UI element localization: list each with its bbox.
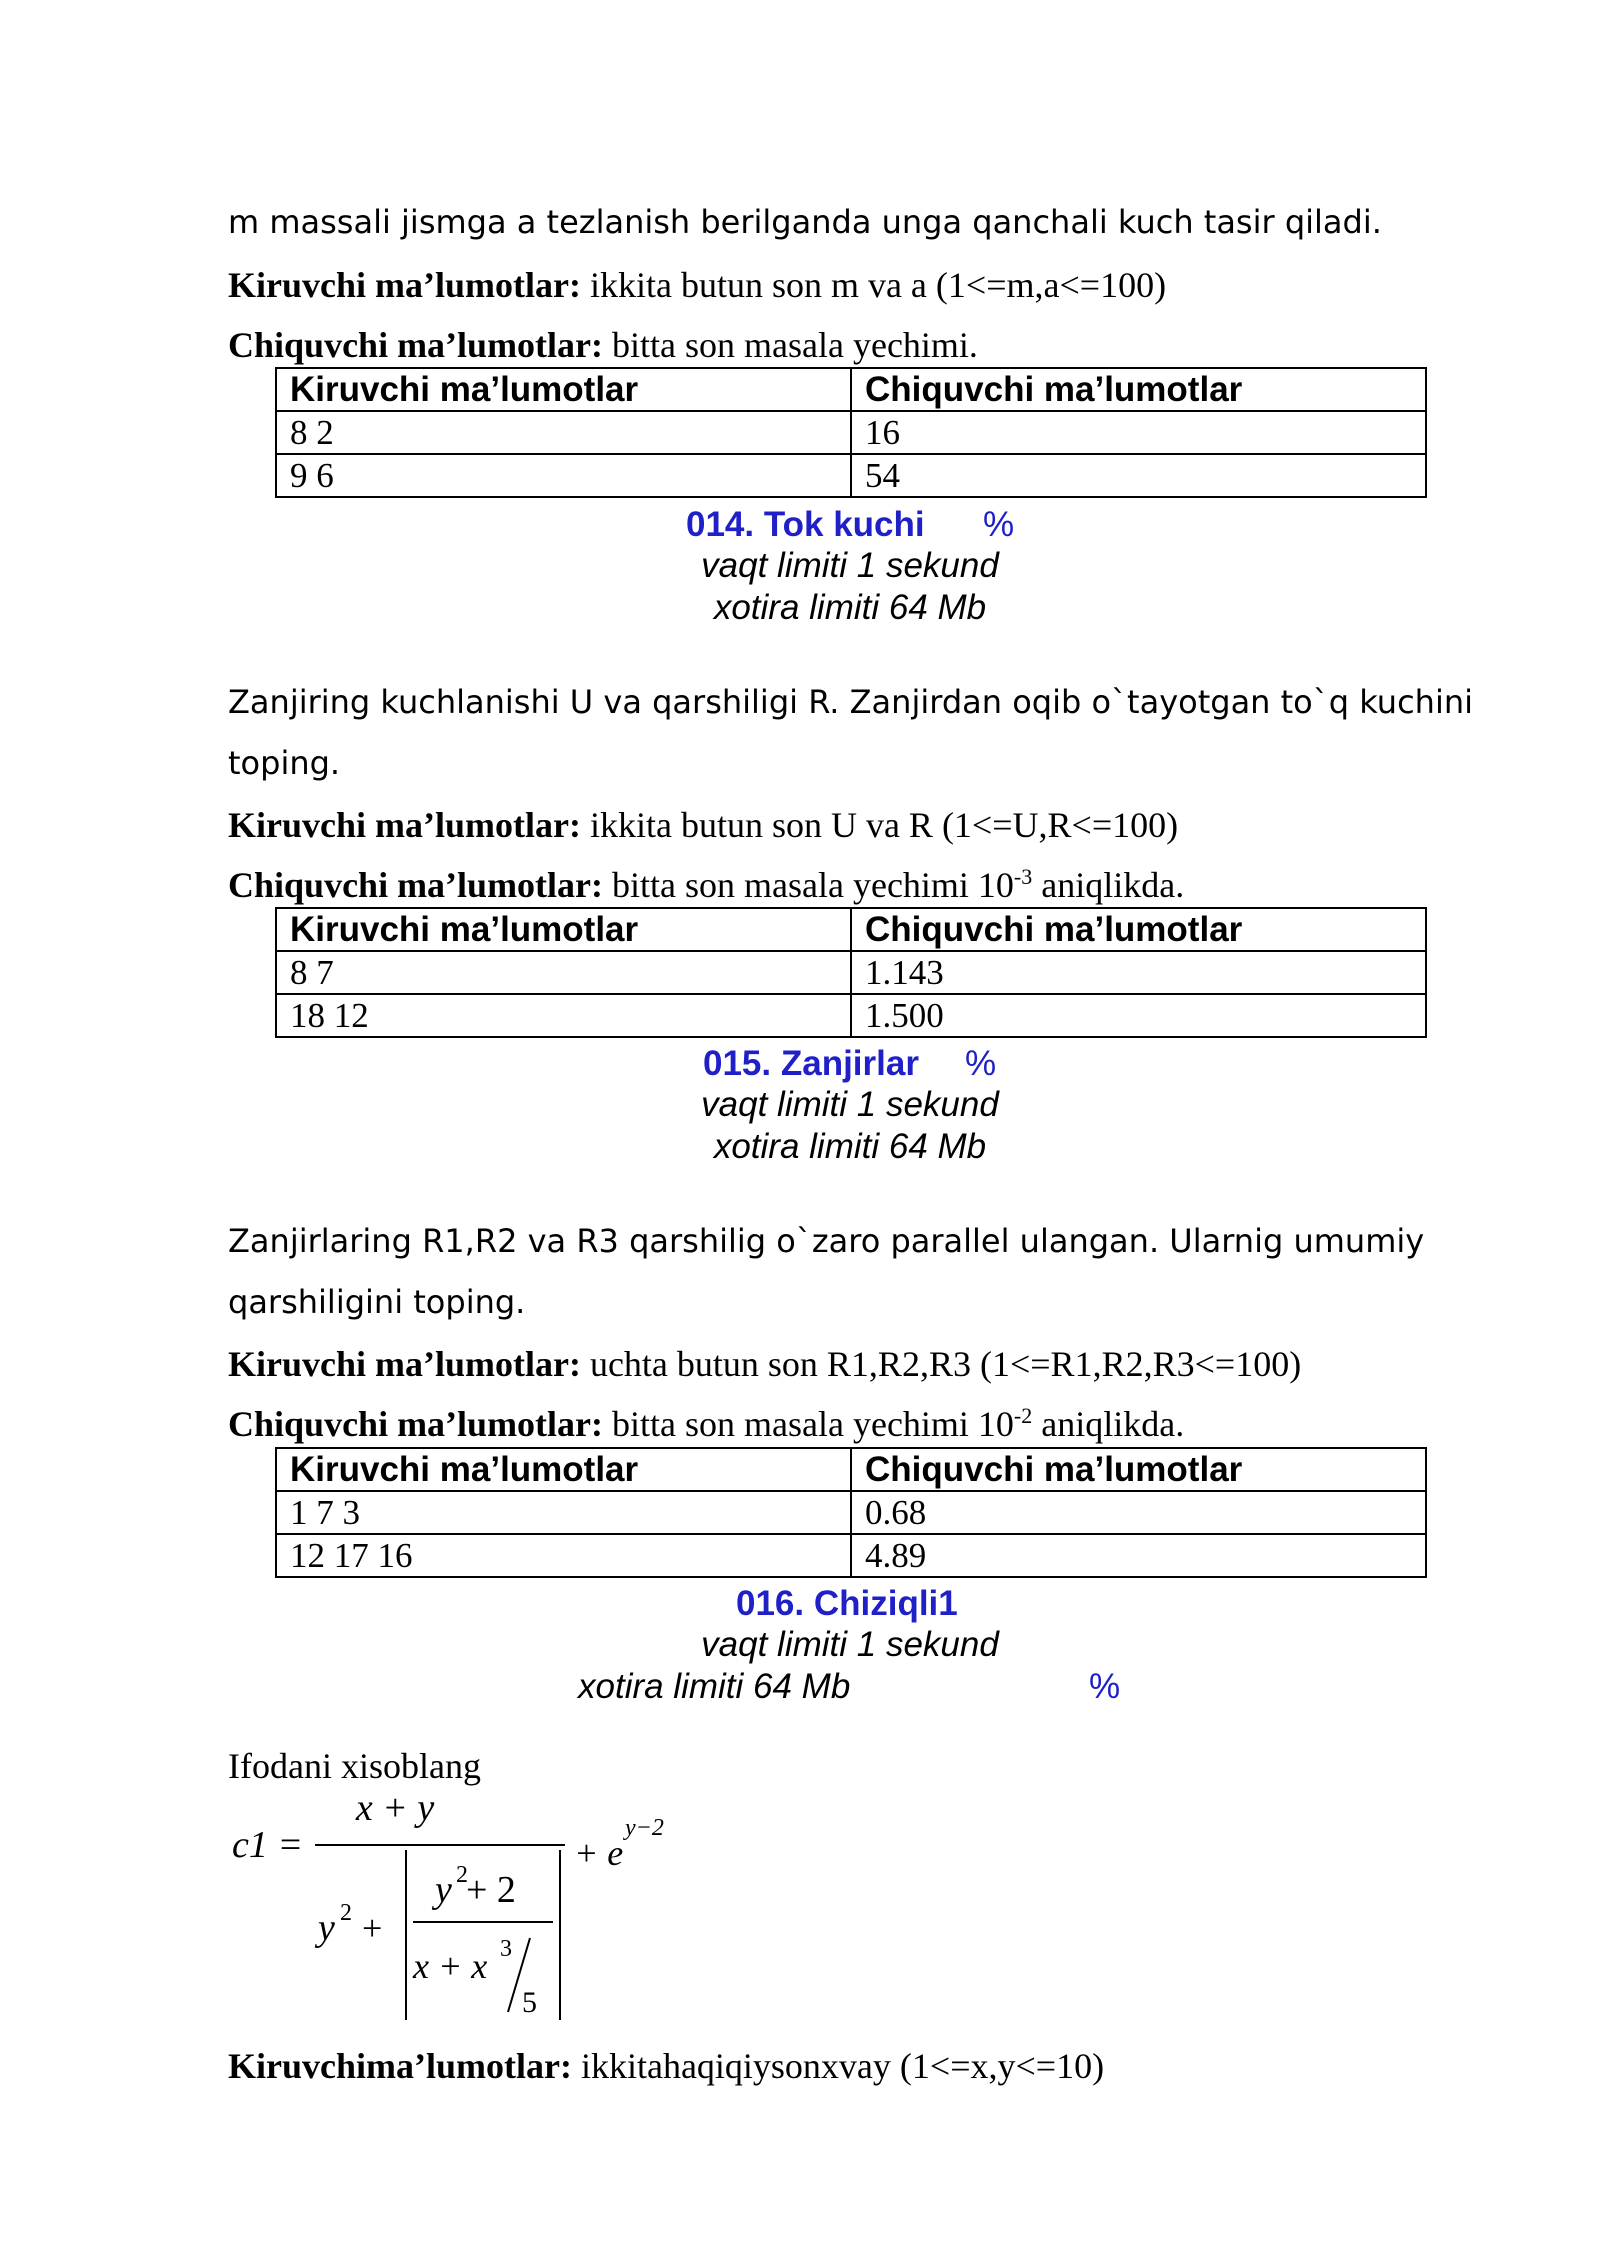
output-label: Chiquvchi ma’lumotlar:: [228, 325, 604, 365]
output-text: bitta son masala yechimi.: [603, 325, 978, 365]
input-spec: [228, 264, 1166, 306]
table-row: [276, 951, 1426, 994]
output-spec: [228, 324, 978, 366]
table-header-row: [276, 1448, 1426, 1491]
table-cell: 8 2: [276, 411, 851, 454]
table-cell: 1.143: [851, 951, 1426, 994]
output-text: bitta son masala yechimi 10: [603, 865, 1014, 905]
formula-lhs: c1 =: [232, 1824, 304, 1866]
input-text: ikkitahaqiqiysonxvay (1<=x,y<=10): [571, 2046, 1105, 2086]
input-text: ikkita butun son U va R (1<=U,R<=100): [580, 805, 1179, 845]
problem-title: 014. Tok kuchi: [686, 505, 925, 544]
formula-den-y: y: [318, 1907, 335, 1949]
formula-den-plus: +: [362, 1908, 383, 1948]
formula-den-y-exp: 2: [340, 1900, 352, 1926]
output-text-tail: aniqlikda.: [1032, 865, 1185, 905]
output-label: Chiquvchi ma’lumotlar:: [228, 1404, 604, 1444]
input-text: ikkita butun son m va a (1<=m,a<=100): [580, 265, 1167, 305]
table-cell: 54: [851, 454, 1426, 497]
precision-exponent: -2: [1013, 1403, 1033, 1428]
time-limit: vaqt limiti 1 sekund: [701, 1085, 999, 1124]
problem-description: m massali jismga a tezlanish berilganda unga qanchali kuch tasir qiladi.: [228, 203, 1382, 241]
table-header-row: [276, 908, 1426, 951]
output-label: Chiquvchi ma’lumotlar:: [228, 865, 604, 905]
formula-tail-exp: y−2: [625, 1815, 664, 1841]
input-spec: [228, 1343, 1301, 1385]
table-cell: 1.500: [851, 994, 1426, 1037]
output-spec: [228, 864, 1184, 906]
input-label: Kiruvchi ma’lumotlar:: [228, 805, 581, 845]
memory-limit: xotira limiti 64 Mb: [713, 588, 987, 627]
percent-mark: %: [1089, 1667, 1121, 1706]
table-header-cell: Chiquvchi ma’lumotlar: [851, 368, 1426, 411]
percent-mark: %: [965, 1044, 997, 1083]
table-header-row: [276, 368, 1426, 411]
table-row: [276, 454, 1426, 497]
output-spec: [228, 1403, 1184, 1445]
input-spec: [228, 804, 1178, 846]
table-cell: 12 17 16: [276, 1534, 851, 1577]
input-text: uchta butun son R1,R2,R3 (1<=R1,R2,R3<=100): [580, 1344, 1302, 1384]
time-limit: vaqt limiti 1 sekund: [701, 546, 999, 585]
table-cell: 1 7 3: [276, 1491, 851, 1534]
example-table: [275, 367, 1427, 498]
formula-numerator: x + y: [355, 1790, 435, 1829]
problem-title: 016. Chiziqli1: [736, 1584, 958, 1623]
table-header-cell: Kiruvchi ma’lumotlar: [276, 368, 851, 411]
input-label: Kiruvchima’lumotlar:: [228, 2046, 572, 2086]
formula-inner-num-exp: 2: [456, 1862, 468, 1888]
problem-description: Zanjiring kuchlanishi U va qarshiligi R. Zanjirdan oqib o`tayotgan to`q kuchini: [228, 683, 1473, 721]
table-cell: 4.89: [851, 1534, 1426, 1577]
input-label: Kiruvchi ma’lumotlar:: [228, 265, 581, 305]
problem-description: qarshiligini toping.: [228, 1283, 526, 1321]
formula-inner-num-rest: + 2: [466, 1869, 516, 1911]
table-header-cell: Kiruvchi ma’lumotlar: [276, 908, 851, 951]
formula-tail: + e: [574, 1833, 624, 1873]
problem-description: Ifodani xisoblang: [228, 1746, 481, 1786]
problem-title: 015. Zanjirlar: [703, 1044, 919, 1083]
output-text-tail: aniqlikda.: [1032, 1404, 1185, 1444]
example-table: [275, 907, 1427, 1038]
table-cell: 0.68: [851, 1491, 1426, 1534]
table-row: [276, 1491, 1426, 1534]
percent-mark: %: [983, 505, 1015, 544]
table-cell: 18 12: [276, 994, 851, 1037]
table-cell: 9 6: [276, 454, 851, 497]
problem-description: Zanjirlaring R1,R2 va R3 qarshilig o`zaro parallel ulangan. Ularnig umumiy: [228, 1222, 1425, 1260]
table-row: [276, 411, 1426, 454]
table-cell: 8 7: [276, 951, 851, 994]
table-header-cell: Kiruvchi ma’lumotlar: [276, 1448, 851, 1491]
time-limit: vaqt limiti 1 sekund: [701, 1625, 999, 1664]
table-row: [276, 994, 1426, 1037]
input-spec: [228, 2045, 1104, 2087]
problem-description: toping.: [228, 744, 341, 782]
input-label: Kiruvchi ma’lumotlar:: [228, 1344, 581, 1384]
formula: [230, 1790, 700, 2030]
formula-inner-den-exp: 3: [500, 1936, 512, 1962]
memory-limit: xotira limiti 64 Mb: [578, 1667, 851, 1706]
memory-limit: xotira limiti 64 Mb: [713, 1127, 987, 1166]
table-cell: 16: [851, 411, 1426, 454]
formula-inner-num-y: y: [435, 1869, 452, 1911]
output-text: bitta son masala yechimi 10: [603, 1404, 1014, 1444]
table-row: [276, 1534, 1426, 1577]
table-header-cell: Chiquvchi ma’lumotlar: [851, 1448, 1426, 1491]
precision-exponent: -3: [1013, 864, 1033, 889]
example-table: [275, 1447, 1427, 1578]
table-header-cell: Chiquvchi ma’lumotlar: [851, 908, 1426, 951]
formula-inner-den-div: 5: [522, 1986, 537, 2019]
formula-inner-den: x + x: [413, 1946, 488, 1986]
